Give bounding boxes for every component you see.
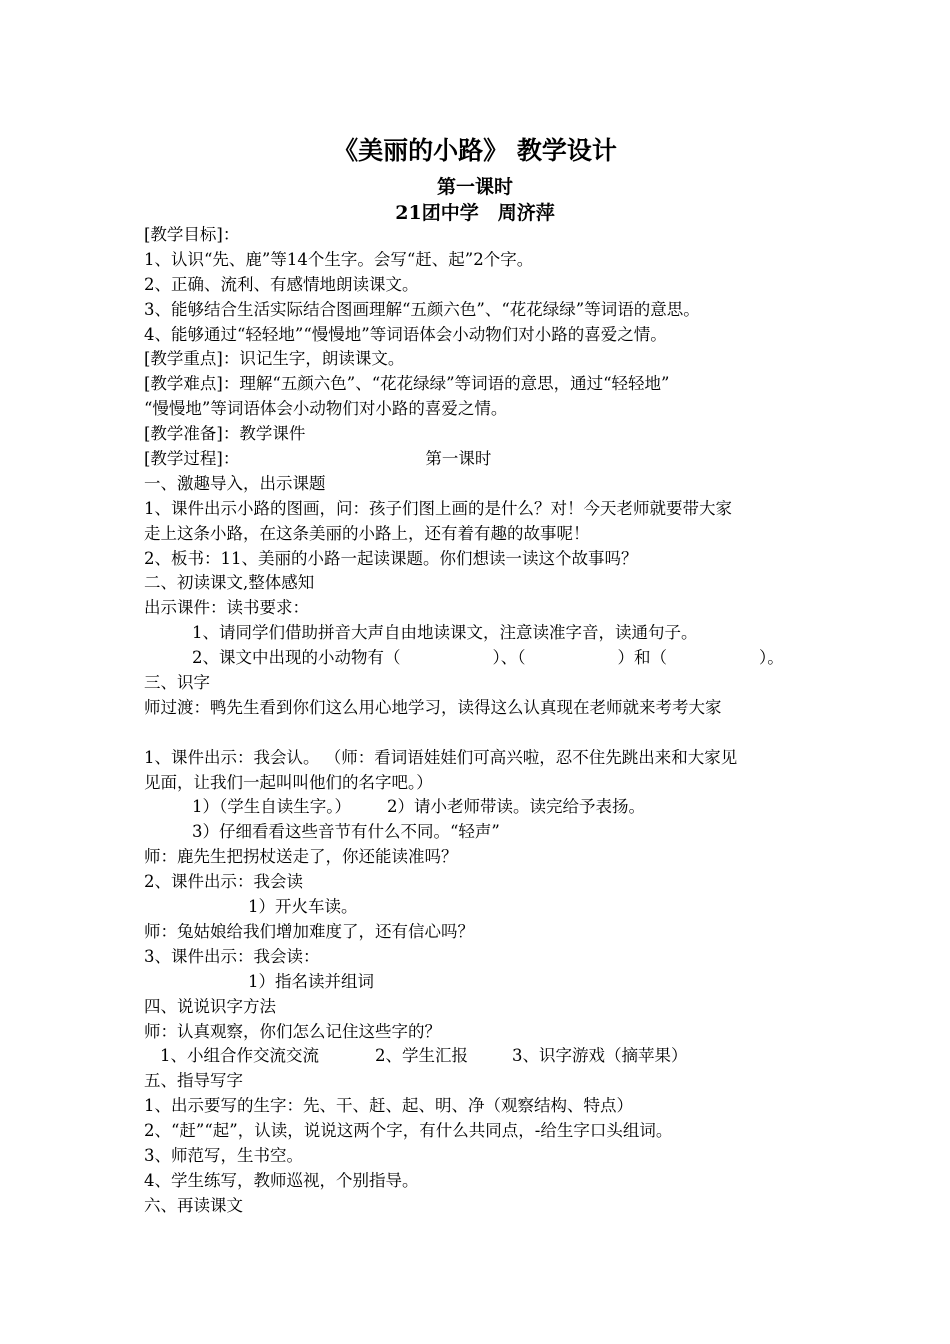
text-line xyxy=(144,447,814,472)
text-line: 2、板书：11、美丽的小路一起读课题。你们想读一读这个故事吗？ xyxy=(144,548,638,568)
text-line: 走上这条小路，在这条美丽的小路上，还有着有趣的故事呢！ xyxy=(144,523,590,543)
document-body xyxy=(144,223,814,1219)
text-line: 2、课件出示：我会读 xyxy=(144,872,303,892)
section-heading: 三、识字 xyxy=(144,673,210,693)
text-line: 1、课件出示：我会认。 （师：看词语娃娃们可高兴啦，忍不住先跳出来和大家见 xyxy=(144,747,738,767)
section-heading: 六、再读课文 xyxy=(144,1195,243,1215)
document-title: 《美丽的小路》 教学设计 xyxy=(333,136,617,165)
text-line: 出示课件：读书要求： xyxy=(144,598,309,618)
text-line: 1、课件出示小路的图画，问：孩子们图上画的是什么？对！今天老师就要带大家 xyxy=(144,498,732,518)
text-line: 4、能够通过“轻轻地”“慢慢地”等词语体会小动物们对小路的喜爱之情。 xyxy=(144,324,667,344)
text-line: 1）开火车读。 xyxy=(248,897,358,917)
text-line: 师：认真观察，你们怎么记住这些字的？ xyxy=(144,1021,441,1041)
author-line: 21团中学 周济萍 xyxy=(395,202,555,224)
text-line: 1、请同学们借助拼音大声自由地读课文，注意读准字音，读通句子。 xyxy=(192,623,698,643)
text-line: 2、正确、流利、有感情地朗读课文。 xyxy=(144,274,419,294)
text-line: 3、师范写，生书空。 xyxy=(144,1145,303,1165)
fill-in-line: 2、课文中出现的小动物有（ ）、（ ）和（ ）。 xyxy=(192,648,784,668)
text-line: 3、课件出示：我会读： xyxy=(144,946,320,966)
section-heading: 五、指导写字 xyxy=(144,1071,243,1091)
text-line: 1）（学生自读生字。） 2）请小老师带读。读完给予表扬。 xyxy=(192,797,645,817)
text-line: 1、小组合作交流交流 2、学生汇报 3、识字游戏（摘苹果） xyxy=(160,1046,688,1066)
text-line: 师：鹿先生把拐杖送走了，你还能读准吗？ xyxy=(144,847,458,867)
lesson-period-heading: 第一课时 xyxy=(436,176,513,198)
section-heading: 四、说说识字方法 xyxy=(144,996,276,1016)
section-heading: 二、初读课文,整体感知 xyxy=(144,573,315,593)
text-line: [教学准备]：教学课件 xyxy=(144,424,306,444)
text-line: 2、“赶”“起”，认读，说说这两个字，有什么共同点，-给生字口头组词。 xyxy=(144,1121,673,1141)
section-heading: 一、激趣导入，出示课题 xyxy=(144,473,326,493)
empty-line xyxy=(144,721,814,746)
text-line: 师：兔姑娘给我们增加难度了，还有信心吗？ xyxy=(144,921,474,941)
text-line: 1、认识“先、鹿”等14个生字。会写“赶、起”2个字。 xyxy=(144,249,534,269)
text-line: [教学重点]：识记生字，朗读课文。 xyxy=(144,349,405,369)
text-line: 师过渡：鸭先生看到你们这么用心地学习，读得这么认真现在老师就来考考大家 xyxy=(144,697,722,717)
text-line: 见面，让我们一起叫叫他们的名字吧。） xyxy=(144,772,433,792)
period-label: 第一课时 xyxy=(425,449,492,469)
text-line: [教学目标]： xyxy=(144,225,240,244)
text-line: 3）仔细看看这些音节有什么不同。“轻声” xyxy=(192,822,500,842)
text-line: [教学难点]：理解“五颜六色”、“花花绿绿”等词语的意思，通过“轻轻地” xyxy=(144,374,670,394)
text-line: 1、出示要写的生字：先、干、赶、起、明、净（观察结构、特点） xyxy=(144,1096,633,1116)
text-line: 3、能够结合生活实际结合图画理解“五颜六色”、“花花绿绿”等词语的意思。 xyxy=(144,299,700,319)
text-line: 1）指名读并组词 xyxy=(248,971,374,991)
text-line: 4、学生练写，教师巡视，个别指导。 xyxy=(144,1170,419,1190)
process-label: [教学过程]： xyxy=(144,449,240,469)
text-line: “慢慢地”等词语体会小动物们对小路的喜爱之情。 xyxy=(144,399,508,419)
